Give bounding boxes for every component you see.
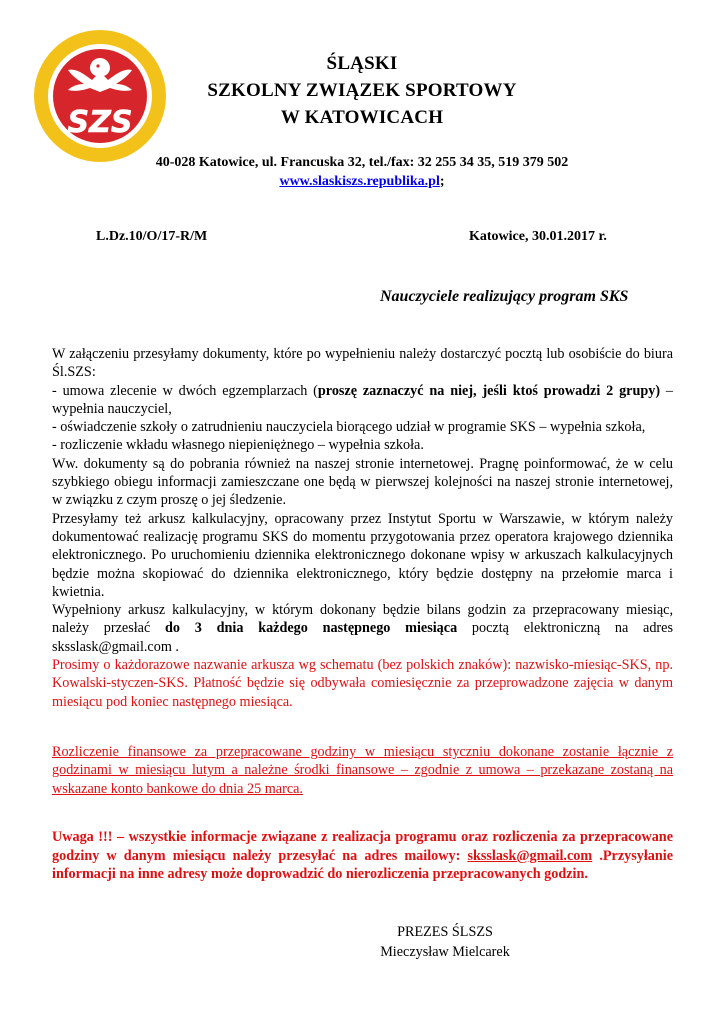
paragraph-warning: Uwaga !!! – wszystkie informacje związane z realizacja programu oraz rozliczenia za przepracowane godziny w danym miesiącu należy przesyłać na adres mailowy: sksslask@gmail.com .Przysyłanie informacji na inne adresy może doprowadzić do nierozliczenia przepracowanych godzin.: [52, 829, 673, 883]
paragraph-website-info: Ww. dokumenty są do pobrania również na naszej stronie internetowej. Pragnę poinformować, że w celu szybkiego obiegu informacji zamieszczane one będą w pierwszej kolejności na naszej stronie internetowej, w związku z czym proszę o jej śledzenie.: [52, 455, 673, 509]
website-suffix: ;: [439, 174, 445, 189]
deadline-text: do 3 dnia każdego następnego miesiąca: [165, 620, 458, 637]
paragraph-naming-scheme: Prosimy o każdorazowe nazwanie arkusza wg schematu (bez polskich znaków): nazwisko-miesiąc-SKS, np. Kowalski-styczen-SKS. Płatność będzie się odbywała comiesięcznie za przeprowadzone zajęcia w danym miesiącu pod koniec następnego miesiąca.: [52, 657, 673, 710]
website-line: [60, 173, 664, 191]
letter-body: [52, 345, 673, 711]
signature-title: PREZES ŚLSZS: [397, 924, 493, 940]
org-address: 40-028 Katowice, ul. Francuska 32, tel./fax: 32 255 34 35, 519 379 502: [155, 155, 569, 170]
reference-number: L.Dz.10/O/17-R/M: [96, 229, 208, 244]
signature-name: Mieczysław Mielcarek: [380, 944, 510, 960]
list-item-contract: - umowa zlecenie w dwóch egzemplarzach (proszę zaznaczyć na niej, jeśli ktoś prowadzi 2 grupy) – wypełnia nauczyciel,: [52, 382, 674, 417]
recipient: Nauczyciele realizujący program SKS: [380, 288, 629, 305]
website-link[interactable]: www.slaskiszs.republika.pl: [279, 174, 440, 189]
szs-logo: [32, 28, 168, 164]
paragraph-settlement: Rozliczenie finansowe za przepracowane godziny w miesiącu styczniu dokonane zostanie łącznie z godzinami w miesiącu lutym a należne środki finansowe – zgodnie z umowa – przekazane zostaną na wskazane konto bankowe do dnia 25 marca.: [52, 744, 673, 797]
paragraph-spreadsheet: Przesyłamy też arkusz kalkulacyjny, opracowany przez Instytut Sportu w Warszawie, w którym należy dokumentować realizację programu SKS do momentu przygotowania przez operatora krajowego dziennika elektronicznego. Po uruchomieniu dziennika elektronicznego dokonane wpisy w arkuszach kalkulacyjnych będzie można skopiować do dziennika elektronicznego, który będzie dostępny na przełomie marca i kwietnia.: [52, 510, 673, 600]
paragraph-intro: W załączeniu przesyłamy dokumenty, które po wypełnieniu należy dostarczyć pocztą lub osobiście do biura Śl.SZS:: [52, 346, 673, 381]
org-name-line2: SZKOLNY ZWIĄZEK SPORTOWY: [207, 80, 517, 101]
org-name-line1: ŚLĄSKI: [326, 53, 398, 74]
contact-email[interactable]: sksslask@gmail.com: [467, 847, 593, 864]
logo-text: SZS: [67, 105, 133, 140]
place-date: Katowice, 30.01.2017 r.: [469, 229, 607, 244]
org-name-line3: W KATOWICACH: [280, 107, 444, 128]
list-item-school-statement: - oświadczenie szkoły o zatrudnieniu nauczyciela biorącego udział w programie SKS – wypełnia szkoła,: [52, 419, 646, 436]
list-item-own-contribution: - rozliczenie wkładu własnego niepieniężnego – wypełnia szkoła.: [52, 437, 424, 454]
contract-note: proszę zaznaczyć na niej, jeśli ktoś prowadzi 2 grupy): [317, 382, 661, 399]
paragraph-submission: Wypełniony arkusz kalkulacyjny, w którym dokonany będzie bilans godzin za przepracowany miesiąc, należy przesłać do 3 dnia każdego następnego miesiąca pocztą elektroniczną na adres sksslask@gmail.com .: [52, 602, 673, 655]
